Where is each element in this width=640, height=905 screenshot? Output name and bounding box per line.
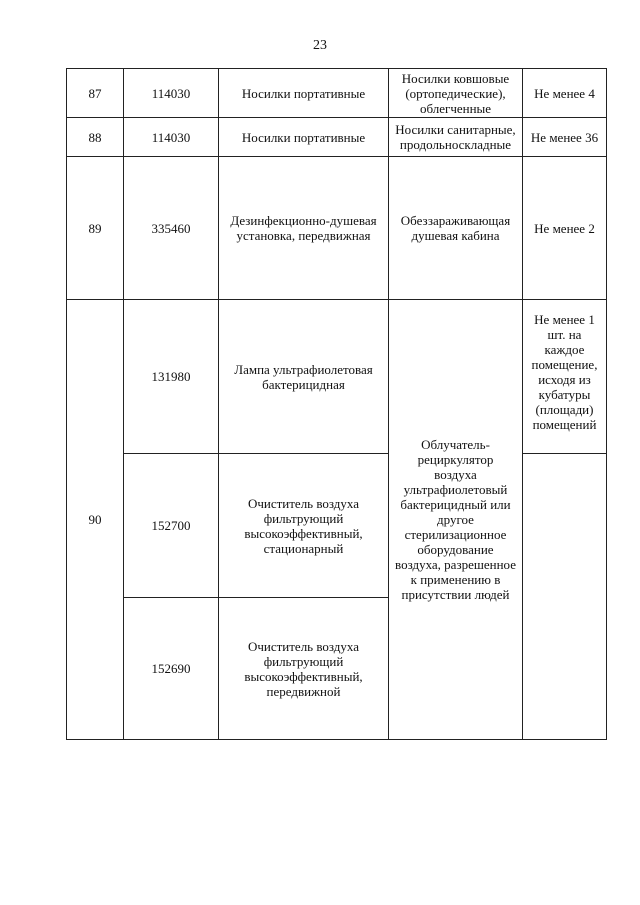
item-code: 114030 (124, 69, 219, 118)
table-row (67, 118, 607, 157)
table-row (67, 69, 607, 118)
equipment-table (66, 68, 607, 740)
device-name: Обеззараживающая душевая кабина (389, 157, 523, 300)
table-row (67, 300, 607, 454)
item-code: 335460 (124, 157, 219, 300)
item-name: Лампа ультрафиолетовая бактерицидная (219, 300, 389, 454)
device-name: Носилки санитарные, продольноскладные (389, 118, 523, 157)
table-row (67, 157, 607, 300)
item-name: Носилки портативные (219, 69, 389, 118)
quantity: Не менее 2 (523, 157, 607, 300)
item-name: Носилки портативные (219, 118, 389, 157)
row-number: 87 (67, 69, 124, 118)
row-number: 90 (67, 300, 124, 740)
item-code: 152690 (124, 598, 219, 740)
item-code: 114030 (124, 118, 219, 157)
row-number: 89 (67, 157, 124, 300)
page-number: 23 (313, 38, 327, 53)
quantity: Не менее 36 (523, 118, 607, 157)
device-name: Облучатель-рециркулятор воздуха ультрафиолетовый бактерицидный или другое стерилизационное оборудование воздуха, разрешенное к применению в присутствии людей (389, 300, 523, 740)
item-name: Дезинфекционно-душевая установка, передвижная (219, 157, 389, 300)
item-name: Очиститель воздуха фильтрующий высокоэффективный, стационарный (219, 454, 389, 598)
table-row (67, 454, 607, 598)
item-code: 131980 (124, 300, 219, 454)
device-name: Носилки ковшовые (ортопедические), облегченные (389, 69, 523, 118)
item-code: 152700 (124, 454, 219, 598)
row-number: 88 (67, 118, 124, 157)
quantity: Не менее 4 (523, 69, 607, 118)
item-name: Очиститель воздуха фильтрующий высокоэффективный, передвижной (219, 598, 389, 740)
quantity-empty-cell (523, 454, 607, 740)
quantity: Не менее 1 шт. на каждое помещение, исходя из кубатуры (площади) помещений (523, 300, 607, 454)
